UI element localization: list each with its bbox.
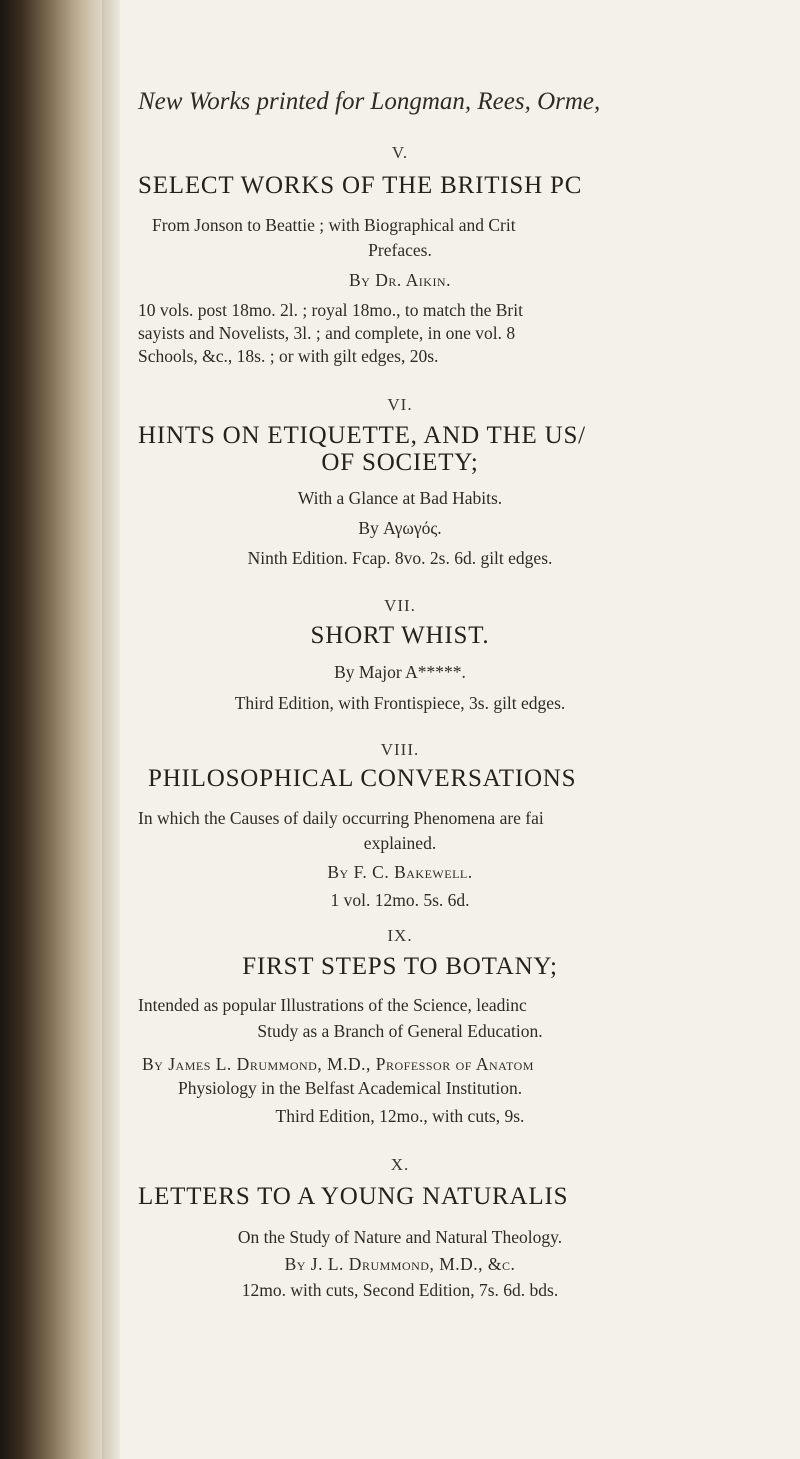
entry-numeral: V. — [391, 143, 409, 162]
entry-line: 10 vols. post 18mo. 2l. ; royal 18mo., to match the Brit — [138, 300, 523, 320]
entry-title: LETTERS TO A YOUNG NATURALIS — [138, 1183, 569, 1210]
entry-title: SELECT WORKS OF THE BRITISH PC — [138, 172, 583, 199]
entry-line: Study as a Branch of General Education. — [257, 1021, 543, 1041]
entry-numeral: IX. — [387, 926, 413, 945]
entry-numeral: VI. — [387, 395, 413, 414]
entry-line: Prefaces. — [368, 240, 432, 260]
entry-line: Intended as popular Illustrations of the Science, leadinc — [138, 995, 527, 1015]
entry-line: With a Glance at Bad Habits. — [297, 488, 503, 508]
entry-line: 1 vol. 12mo. 5s. 6d. — [330, 890, 470, 910]
entry-line: explained. — [363, 833, 437, 853]
entry-line: Ninth Edition. Fcap. 8vo. 2s. 6d. gilt edges. — [247, 548, 553, 568]
entry-line: From Jonson to Beattie ; with Biographical and Crit — [152, 215, 516, 235]
entry-line: On the Study of Nature and Natural Theology. — [237, 1227, 563, 1247]
entry-line: Physiology in the Belfast Academical Institution. — [178, 1078, 523, 1098]
entry-title: FIRST STEPS TO BOTANY; — [242, 953, 558, 980]
entry-numeral: VIII. — [380, 740, 420, 759]
entry-title: PHILOSOPHICAL CONVERSATIONS — [148, 765, 577, 792]
entry-author: By J. L. Drummond, M.D., &c. — [284, 1254, 516, 1274]
entry-line: 12mo. with cuts, Second Edition, 7s. 6d. bds. — [241, 1280, 559, 1300]
entry-title: SHORT WHIST. — [310, 622, 490, 649]
running-header: New Works printed for Longman, Rees, Orme, — [138, 88, 601, 115]
entry-line: Third Edition, with Frontispiece, 3s. gilt edges. — [234, 693, 566, 713]
entry-line: sayists and Novelists, 3l. ; and complete, in one vol. 8 — [138, 323, 516, 343]
entry-numeral: VII. — [384, 596, 416, 615]
entry-line: Third Edition, 12mo., with cuts, 9s. — [275, 1106, 525, 1126]
entry-line: Schools, &c., 18s. ; or with gilt edges, 20s. — [138, 346, 439, 366]
entry-title-continued: OF SOCIETY; — [321, 449, 479, 476]
entry-author: By Dr. Aikin. — [349, 270, 451, 290]
entry-author: By Major A*****. — [334, 662, 466, 682]
entry-title: HINTS ON ETIQUETTE, AND THE US/ — [138, 422, 586, 449]
entry-author: By F. C. Bakewell. — [327, 862, 473, 882]
entry-author: By James L. Drummond, M.D., Professor of Anatom — [142, 1054, 534, 1074]
book-spine-shadow — [0, 0, 120, 1459]
entry-author: By Αγωγός. — [358, 518, 442, 538]
entry-numeral: X. — [390, 1155, 410, 1174]
book-page — [130, 0, 800, 1459]
entry-line: In which the Causes of daily occurring Phenomena are fai — [138, 808, 544, 828]
